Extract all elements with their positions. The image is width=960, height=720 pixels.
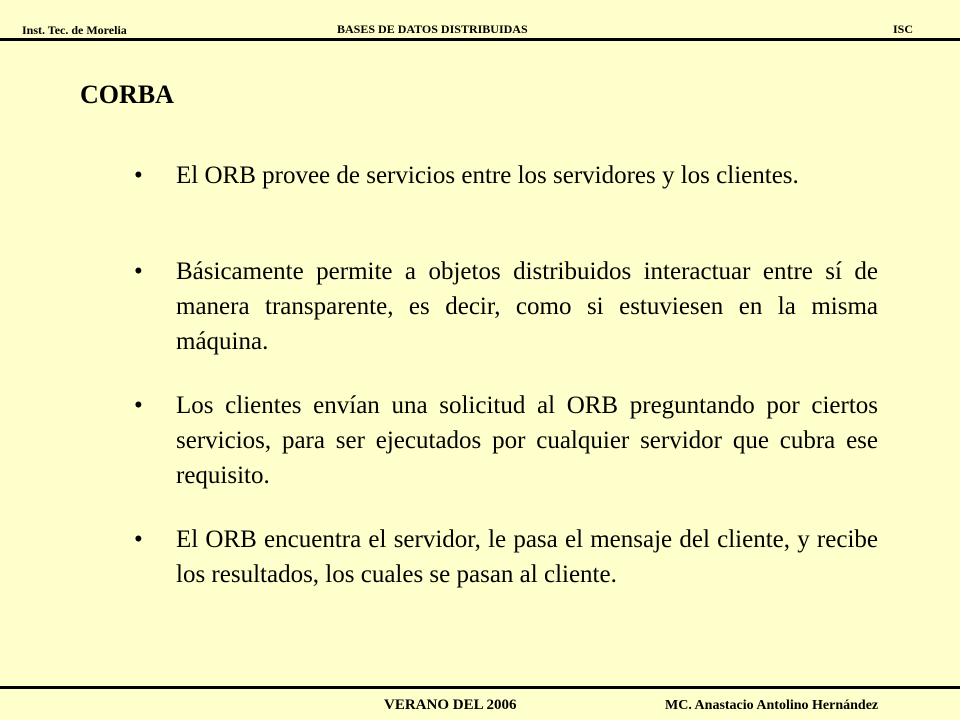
- bullet-item: El ORB provee de servicios entre los servidores y los clientes.: [176, 162, 799, 189]
- bullet-marker: •: [134, 258, 143, 285]
- header-divider: [0, 38, 960, 41]
- header-course: BASES DE DATOS DISTRIBUIDAS: [337, 22, 528, 36]
- footer-author: MC. Anastacio Antolino Hernández: [665, 698, 879, 713]
- header-program: ISC: [893, 22, 914, 36]
- bullet-item: Básicamente permite a objetos distribuidos interactuar entre sí de manera transparente, es decir, como si estuviesen en la misma máquina.: [176, 258, 878, 355]
- header-institution: Inst. Tec. de Morelia: [22, 23, 127, 37]
- bullet-marker: •: [134, 526, 143, 553]
- bullet-marker: •: [134, 162, 143, 189]
- footer-divider: [0, 686, 960, 689]
- bullet-marker: •: [134, 392, 143, 419]
- bullet-item: El ORB encuentra el servidor, le pasa el mensaje del cliente, y recibe los resultados, los cuales se pasan al cliente.: [176, 526, 878, 588]
- slide-title: CORBA: [80, 80, 174, 109]
- bullet-item: Los clientes envían una solicitud al ORB preguntando por ciertos servicios, para ser ejecutados por cualquier servidor que cubra ese requisito.: [176, 392, 878, 489]
- footer-term: VERANO DEL 2006: [384, 697, 517, 713]
